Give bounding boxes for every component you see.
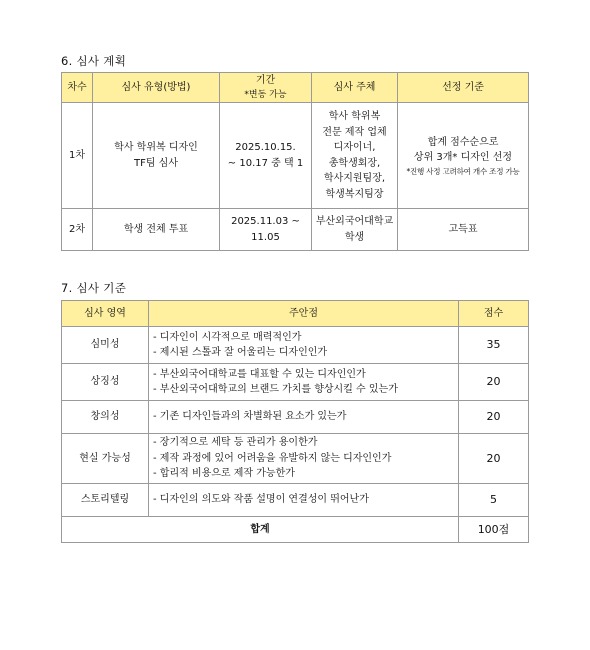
header-period-main: 기간 [255, 75, 276, 86]
review-criteria-table [61, 300, 529, 543]
score-cell: 20 [459, 434, 529, 484]
criteria-cell: 고득표 [398, 209, 529, 251]
header-round: 차수 [62, 73, 93, 103]
total-row [62, 517, 529, 543]
table-row [62, 327, 529, 364]
area-cell: 창의성 [62, 401, 149, 434]
area-cell: 심미성 [62, 327, 149, 364]
table-row [62, 209, 529, 251]
score-cell: 35 [459, 327, 529, 364]
type-cell: 학사 학위복 디자인 TF팀 심사 [93, 103, 220, 209]
table-row [62, 484, 529, 517]
header-type: 심사 유형(방법) [93, 73, 220, 103]
total-label: 합계 [62, 517, 459, 543]
area-cell: 현실 가능성 [62, 434, 149, 484]
header-focus: 주안점 [149, 301, 459, 327]
round-cell: 1차 [62, 103, 93, 209]
focus-cell: - 부산외국어대학교를 대표할 수 있는 디자인인가 - 부산외국어대학교의 브랜드 가치를 향상시킬 수 있는가 [149, 364, 459, 401]
table-row [62, 434, 529, 484]
criteria-cell: 합계 점수순으로 상위 3개* 디자인 선정 *진행 사정 고려하여 개수 조정 가능 [398, 103, 529, 209]
header-subject: 심사 주체 [312, 73, 398, 103]
focus-cell: - 디자인이 시각적으로 매력적인가 - 제시된 스톨과 잘 어울리는 디자인인가 [149, 327, 459, 364]
header-period [220, 73, 312, 103]
score-cell: 20 [459, 364, 529, 401]
header-score: 점수 [459, 301, 529, 327]
area-cell: 스토리텔링 [62, 484, 149, 517]
focus-cell: - 디자인의 의도와 작품 설명이 연결성이 뛰어난가 [149, 484, 459, 517]
header-period-note: *변동 가능 [244, 89, 287, 100]
criteria-note: *진행 사정 고려하여 개수 조정 가능 [406, 166, 520, 176]
period-cell: 2025.10.15. ~ 10.17 중 택 1 [220, 103, 312, 209]
subject-cell: 부산외국어대학교 학생 [312, 209, 398, 251]
focus-cell: - 장기적으로 세탁 등 관리가 용이한가 - 제작 과정에 있어 어려움을 유발하지 않는 디자인인가 - 합리적 비용으로 제작 가능한가 [149, 434, 459, 484]
subject-cell: 학사 학위복 전문 제작 업체 디자이너, 총학생회장, 학사지원팀장, 학생복지팀장 [312, 103, 398, 209]
review-plan-header-row [62, 73, 529, 103]
score-cell: 20 [459, 401, 529, 434]
score-cell: 5 [459, 484, 529, 517]
review-plan-table [61, 72, 529, 251]
review-criteria-header-row [62, 301, 529, 327]
table-row [62, 401, 529, 434]
header-criteria: 선정 기준 [398, 73, 529, 103]
period-cell: 2025.11.03 ~ 11.05 [220, 209, 312, 251]
type-cell: 학생 전체 투표 [93, 209, 220, 251]
total-score: 100점 [459, 517, 529, 543]
header-area: 심사 영역 [62, 301, 149, 327]
table-row [62, 364, 529, 401]
area-cell: 상징성 [62, 364, 149, 401]
round-cell: 2차 [62, 209, 93, 251]
section-7-title: 7. 심사 기준 [61, 281, 127, 295]
focus-cell: - 기존 디자인들과의 차별화된 요소가 있는가 [149, 401, 459, 434]
section-6-title: 6. 심사 계획 [61, 54, 127, 68]
table-row [62, 103, 529, 209]
